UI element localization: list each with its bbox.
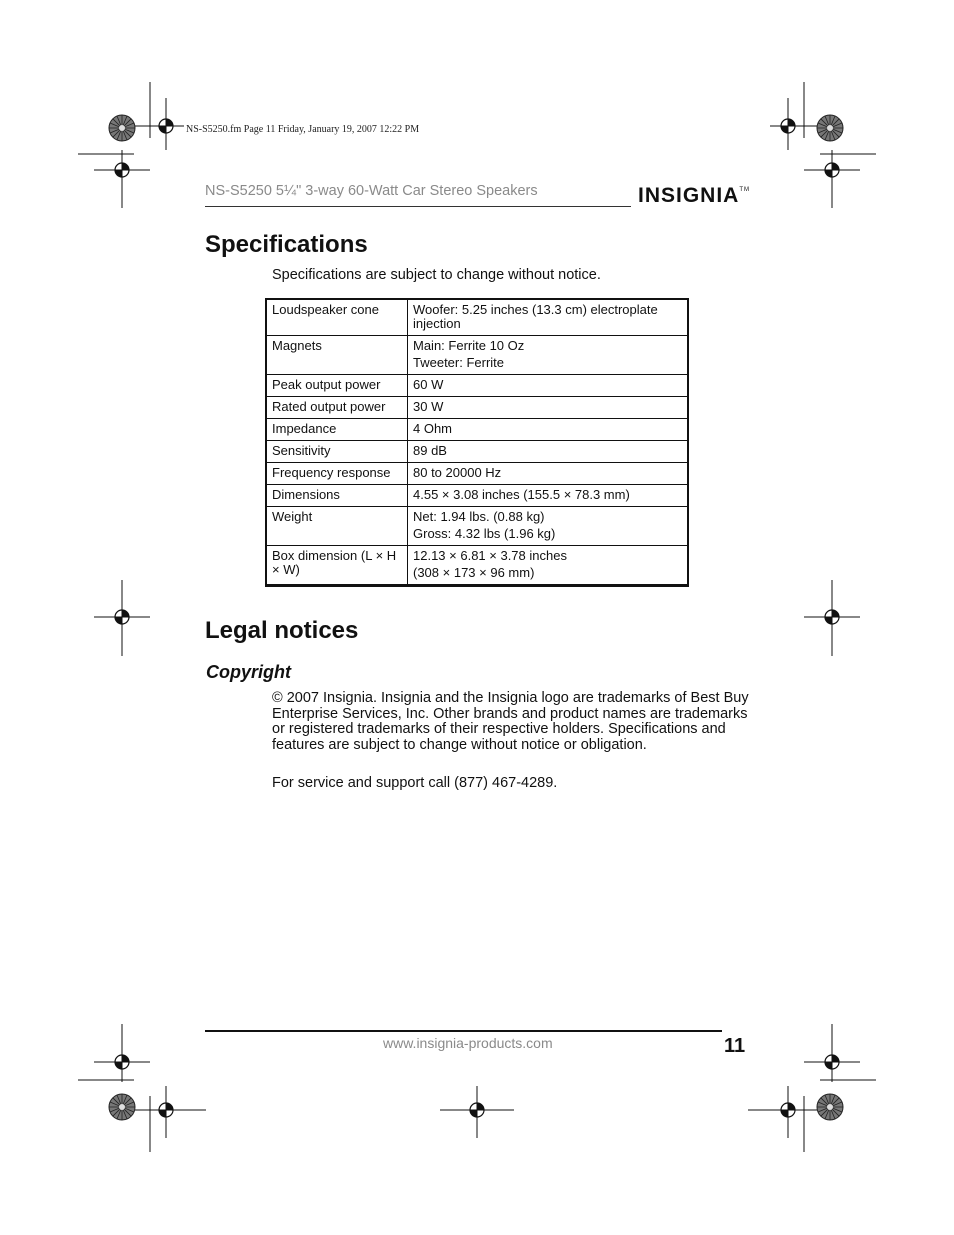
spec-value: (308 × 173 × 96 mm) [413, 565, 535, 580]
spec-label-cell [266, 463, 408, 485]
spec-value: 60 W [413, 377, 444, 392]
spec-label-cell [266, 419, 408, 441]
spec-label-cell [266, 336, 408, 375]
copyright-heading: Copyright [206, 662, 291, 682]
spec-label: Magnets [272, 338, 322, 353]
table-row [266, 397, 688, 419]
spec-value: Tweeter: Ferrite [413, 355, 505, 370]
header-rule [205, 206, 631, 207]
table-row [266, 546, 688, 586]
page-number: 11 [724, 1035, 746, 1057]
spec-value: Net: 1.94 lbs. (0.88 kg) [413, 509, 545, 524]
spec-label-cell [266, 507, 408, 546]
spec-label: Peak output power [272, 377, 381, 392]
spec-label: Weight [272, 509, 313, 524]
spec-value: Gross: 4.32 lbs (1.96 kg) [413, 526, 556, 541]
spec-value: Woofer: 5.25 inches (13.3 cm) electroplate injection [413, 302, 658, 331]
spec-value-cell [408, 463, 689, 485]
running-header: NS-S5250 5¼" 3-way 60-Watt Car Stereo Speakers [205, 183, 538, 199]
table-row [266, 299, 688, 336]
spec-value-cell [408, 485, 689, 507]
spec-label: Loudspeaker cone [272, 302, 379, 317]
spec-value: 4 Ohm [413, 421, 453, 436]
trademark-mark: TM [739, 187, 751, 193]
spec-label: Rated output power [272, 399, 386, 414]
spec-label: Sensitivity [272, 443, 331, 458]
spec-value-cell [408, 336, 689, 375]
specifications-intro: Specifications are subject to change without notice. [272, 267, 601, 283]
table-row [266, 419, 688, 441]
spec-value-cell [408, 507, 689, 546]
table-row [266, 485, 688, 507]
spec-label-cell [266, 375, 408, 397]
support-paragraph: For service and support call (877) 467-4289. [272, 775, 558, 791]
spec-label-cell [266, 441, 408, 463]
spec-value: 89 dB [413, 443, 447, 458]
print-slug-line: NS-S5250.fm Page 11 Friday, January 19, 2007 12:22 PM [186, 124, 420, 135]
spec-label: Impedance [272, 421, 337, 436]
spec-label: Box dimension (L × H × W) [272, 548, 397, 577]
spec-value-cell [408, 375, 689, 397]
spec-value-cell [408, 546, 689, 586]
table-row [266, 375, 688, 397]
spec-label: Dimensions [272, 487, 340, 502]
spec-value-cell [408, 397, 689, 419]
insignia-logo [638, 184, 750, 208]
spec-label-cell [266, 485, 408, 507]
spec-value-cell [408, 419, 689, 441]
table-row [266, 463, 688, 485]
spec-label-cell [266, 397, 408, 419]
table-row [266, 336, 688, 375]
spec-value: 80 to 20000 Hz [413, 465, 502, 480]
footer-url: www.insignia-products.com [383, 1035, 553, 1051]
footer-rule [205, 1030, 722, 1032]
spec-label-cell [266, 546, 408, 586]
spec-value: Main: Ferrite 10 Oz [413, 338, 525, 353]
table-row [266, 441, 688, 463]
spec-value: 4.55 × 3.08 inches (155.5 × 78.3 mm) [413, 487, 630, 502]
spec-value-cell [408, 299, 689, 336]
copyright-paragraph: © 2007 Insignia. Insignia and the Insignia logo are trademarks of Best Buy Enterprise Services, Inc. Other brands and product names are trademarks or registered trademarks of their respective holders. Specifications and features are subject to change without notice or obligation. [272, 690, 749, 753]
logo-text: INSIGNIA [638, 184, 740, 207]
legal-notices-heading: Legal notices [205, 617, 359, 644]
spec-value: 12.13 × 6.81 × 3.78 inches [413, 548, 567, 563]
spec-value: 30 W [413, 399, 444, 414]
spec-label: Frequency response [272, 465, 391, 480]
specifications-table [265, 298, 689, 587]
spec-label-cell [266, 299, 408, 336]
spec-value-cell [408, 441, 689, 463]
table-row [266, 507, 688, 546]
specifications-heading: Specifications [205, 231, 368, 258]
